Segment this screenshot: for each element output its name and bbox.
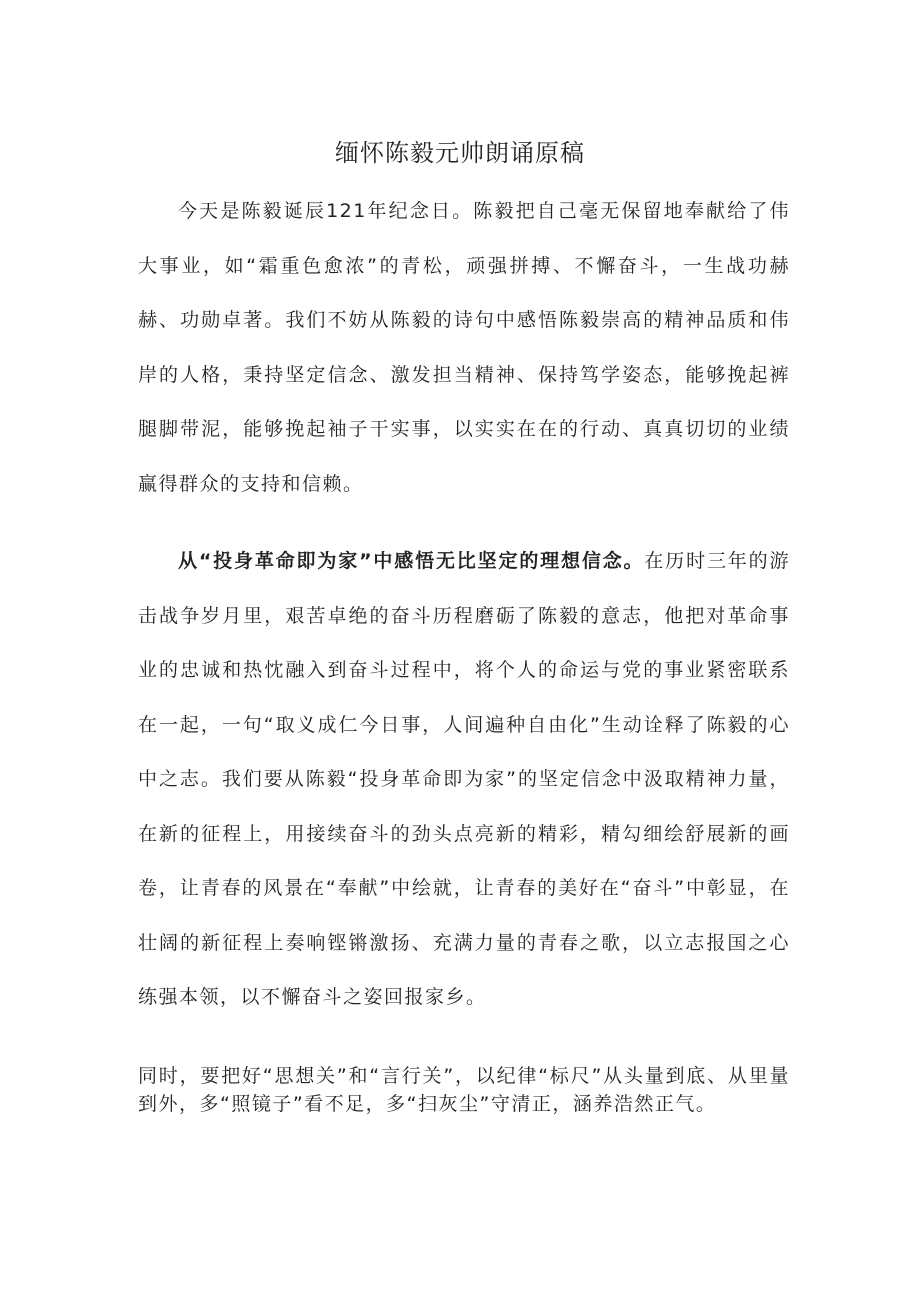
paragraph-discipline: 同时，要把好“思想关”和“言行关”，以纪律“标尺”从头量到底、从里量到外，多“照镜子”看不足，多“扫灰尘”守清正，涵养浩然正气。 [138, 1065, 790, 1115]
paragraph-body-text: 在历时三年的游击战争岁月里，艰苦卓绝的奋斗历程磨砺了陈毅的意志，他把对革命事业的忠诚和热忱融入到奋斗过程中，将个人的命运与党的事业紧密联系在一起，一句“取义成仁今日事，人间遍种自由化”生动诠释了陈毅的心中之志。我们要从陈毅“投身革命即为家”的坚定信念中汲取精神力量，在新的征程上，用接续奋斗的劲头点亮新的精彩，精勾细绘舒展新的画卷，让青春的风景在“奉献”中绘就，让青春的美好在“奋斗”中彰显，在壮阔的新征程上奏响铿锵激扬、充满力量的青春之歌，以立志报国之心练强本领，以不懈奋斗之姿回报家乡。 [138, 550, 790, 1008]
paragraph-intro: 今天是陈毅诞辰121年纪念日。陈毅把自己毫无保留地奉献给了伟大事业，如“霜重色愈浓”的青松，顽强拼搏、不懈奋斗，一生战功赫赫、功勋卓著。我们不妨从陈毅的诗句中感悟陈毅崇高的精神品质和伟岸的人格，秉持坚定信念、激发担当精神、保持笃学姿态，能够挽起裤腿脚带泥，能够挽起袖子干实事，以实实在在的行动、真真切切的业绩赢得群众的支持和信赖。 [138, 200, 790, 495]
paragraph-lead-heading: 从“投身革命即为家”中感悟无比坚定的理想信念。 [178, 550, 645, 572]
document-title: 缅怀陈毅元帅朗诵原稿 [335, 139, 585, 167]
paragraph-ideals [138, 534, 790, 1025]
